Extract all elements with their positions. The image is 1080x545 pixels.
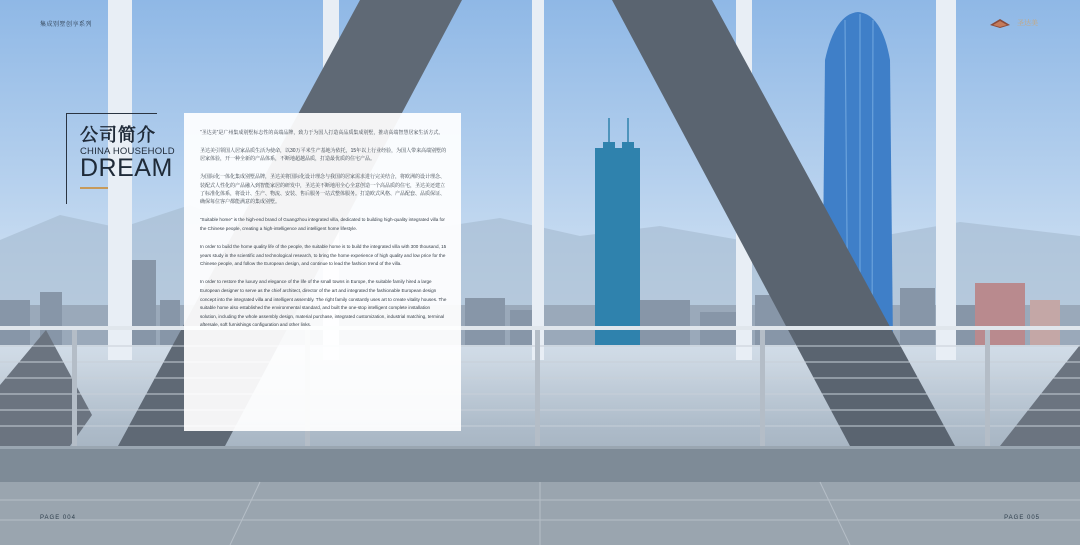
- accent-rule: [80, 187, 108, 189]
- brand-logo: [989, 17, 1038, 29]
- intro-paragraph-cn-2: 圣达美引领国人居家品质生活为使命，以30万平米生产基地为依托，15年以上行业经验，为国人带来高端别墅的居家体验，开一种全新的产品体系，不断地超越品质，打造最优质的住宅产品。: [200, 147, 447, 163]
- intro-paragraph-en-3: In order to restore the luxury and elegance of the life of the small towns in Europe, the suitable family hired a large European designer to serve as the chief architect, director of the art and integrated the fashionable European design concept into the integrated villa and intelligent assembly. The right family constantly uses art to create vitality houses. The suitable home also established the environmental standard, and built the one-stop intelligent complete installation solution, including the whole assembly design, material purchase, integrated customization, industrial matching, terminal aftersale, soft furnishings configuration and other links.: [200, 279, 447, 328]
- page-number-right: PAGE 005: [1004, 515, 1040, 521]
- intro-paragraph-en-1: “Suitable home” is the high-end brand of Guangzhou integrated villa, dedicated to building high-quality integrated villa for the Chinese people, creating a high-intelligence and intelligent home lifestyle.: [200, 217, 445, 231]
- intro-paragraph-en-2: In order to build the home quality life of the people, the suitable home is to build the integrated villa with 300 thousand, 15 years study in the scientific and technological research, to bring the home experience of high quality and low price for the Chinese people, and follow the European design, and continue to lead the fashion trend of the villa.: [200, 244, 447, 267]
- intro-paragraph-cn-1: “圣达美”是广州集成别墅标志性的高端品牌，致力于为国人打造高品质集成别墅，推动高端智慧居家生活方式。: [200, 130, 444, 136]
- brand-logo-icon: [989, 17, 1011, 29]
- section-title-en-line1: CHINA HOUSEHOLD: [80, 146, 175, 157]
- section-title-en-line2: DREAM: [80, 154, 173, 182]
- intro-text-panel: [184, 113, 461, 431]
- brand-name: 圣达美: [1017, 20, 1038, 27]
- page-number-left: PAGE 004: [40, 515, 76, 521]
- header-series-label: 集成别墅创享系列: [40, 22, 93, 28]
- intro-paragraph-cn-3: 为国际化一体化集成别墅品牌，圣达美将国际化设计理念与我国的居家需求进行完美结合，将欧洲的设计理念、装配式人性化的产品融入到智能家居的研发中，圣达美不断地用全心全意创造一个高品质的住宅，圣达美还建立了标准化体系，将设计、生产、物流、安装、售后服务一站式整体服务。打造欧式风格、产品配套、品质保证、确保每位客户都能满意的集成别墅。: [200, 174, 446, 206]
- section-title-cn: 公司简介: [80, 125, 156, 145]
